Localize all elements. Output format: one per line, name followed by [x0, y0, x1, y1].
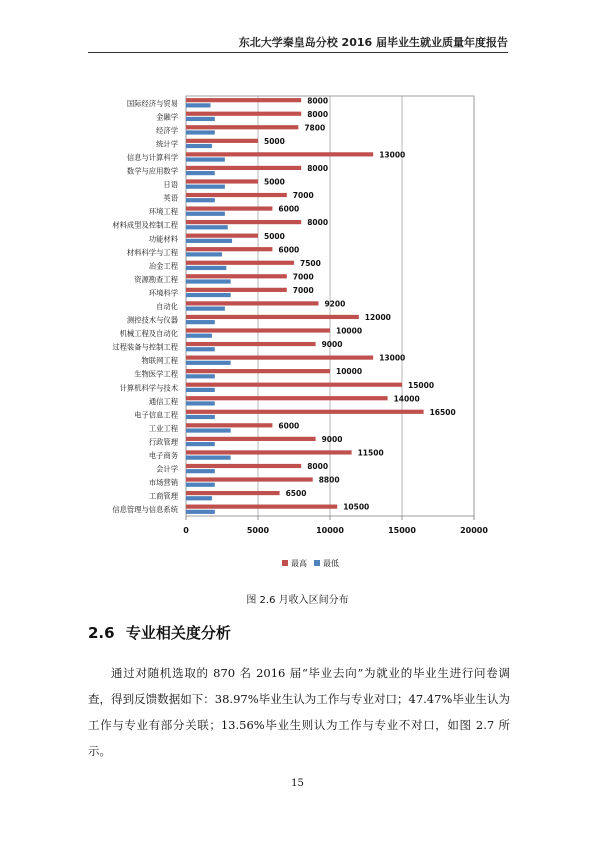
category-label: 电子信息工程 [134, 410, 178, 420]
data-label: 7000 [292, 191, 314, 201]
bar-highest [186, 98, 301, 102]
category-label: 物联网工程 [141, 356, 178, 366]
data-label: 8000 [307, 462, 329, 472]
bar-highest [186, 125, 298, 129]
data-label: 13000 [379, 150, 406, 160]
category-label: 冶金工程 [148, 261, 178, 271]
x-tick-label: 10000 [316, 526, 344, 535]
category-label: 信息管理与信息系统 [112, 505, 178, 515]
bar-lowest [186, 266, 226, 270]
data-label: 5000 [264, 231, 285, 241]
category-label: 生物医学工程 [134, 369, 178, 379]
data-label: 7500 [300, 258, 321, 268]
bar-highest [186, 301, 318, 305]
bar-lowest [186, 171, 215, 175]
bar-lowest [186, 279, 231, 283]
data-label: 7000 [292, 285, 314, 295]
bar-highest [186, 179, 258, 183]
category-label: 环境工程 [148, 207, 178, 217]
category-label: 国际经济与贸易 [126, 98, 178, 108]
bar-lowest [186, 225, 228, 229]
data-label: 8000 [307, 109, 329, 119]
category-label: 行政管理 [148, 437, 178, 447]
bar-highest [186, 166, 301, 170]
bar-lowest [186, 496, 212, 500]
category-label: 数学与应用数学 [126, 166, 178, 176]
bar-lowest [186, 483, 215, 487]
category-label: 自动化 [156, 302, 178, 311]
legend-label-highest: 最高 [291, 559, 307, 568]
data-label: 6500 [285, 489, 307, 499]
data-label: 9000 [321, 434, 343, 444]
bar-highest [186, 315, 359, 319]
bar-highest [186, 464, 301, 468]
bar-highest [186, 112, 301, 116]
legend-swatch-highest [282, 560, 288, 566]
bar-lowest [186, 510, 215, 514]
bar-lowest [186, 144, 212, 148]
bar-highest [186, 261, 294, 265]
bar-highest [186, 328, 330, 332]
bar-highest [186, 342, 316, 346]
page-header-title: 东北大学秦皇岛分校 2016 届毕业生就业质量年度报告 [238, 36, 508, 49]
bar-lowest [186, 334, 212, 338]
data-label: 9000 [321, 340, 343, 350]
x-tick-label: 0 [183, 526, 189, 535]
legend-swatch-lowest [314, 560, 320, 566]
data-label: 11500 [357, 448, 384, 458]
bar-highest [186, 274, 287, 278]
bar-lowest [186, 185, 225, 189]
bar-highest [186, 220, 301, 224]
category-label: 机械工程及自动化 [119, 329, 178, 339]
bar-lowest [186, 252, 222, 256]
category-label: 电子商务 [148, 451, 178, 461]
bar-lowest [186, 117, 215, 121]
data-label: 8000 [307, 96, 329, 106]
bar-lowest [186, 361, 231, 365]
bar-highest [186, 206, 272, 210]
category-label: 环境科学 [148, 288, 178, 298]
data-label: 10500 [343, 502, 370, 512]
data-label: 8800 [318, 475, 340, 485]
bar-lowest [186, 401, 215, 405]
category-label: 工业工程 [148, 423, 178, 433]
section-title: 专业相关度分析 [125, 624, 231, 642]
bar-lowest [186, 198, 215, 202]
bar-highest [186, 355, 373, 359]
data-label: 12000 [364, 313, 391, 323]
data-label: 16500 [429, 407, 456, 417]
category-label: 材料成型及控制工程 [112, 220, 178, 230]
category-label: 经济学 [156, 125, 178, 135]
category-label: 测控技术与仪器 [126, 315, 178, 325]
bar-lowest [186, 130, 215, 134]
bar-highest [186, 193, 287, 197]
data-label: 10000 [336, 326, 363, 336]
bar-highest [186, 477, 313, 481]
bar-lowest [186, 442, 215, 446]
data-label: 8000 [307, 164, 329, 174]
bar-highest [186, 437, 316, 441]
data-label: 10000 [336, 367, 363, 377]
data-label: 14000 [393, 394, 420, 404]
category-label: 日语 [163, 180, 178, 190]
bar-lowest [186, 456, 231, 460]
bar-lowest [186, 293, 231, 297]
bar-highest [186, 423, 272, 427]
category-label: 计算机科学与技术 [119, 383, 178, 393]
category-label: 资源勘查工程 [134, 274, 178, 284]
section-number: 2.6 [88, 624, 115, 642]
category-label: 信息与计算科学 [126, 152, 178, 162]
bar-lowest [186, 469, 215, 473]
data-label: 7800 [304, 123, 326, 133]
section-heading [88, 622, 231, 643]
data-label: 13000 [379, 353, 406, 363]
legend-label-lowest: 最低 [323, 559, 339, 568]
bar-lowest [186, 103, 210, 107]
bar-lowest [186, 307, 225, 311]
data-label: 6000 [278, 245, 300, 255]
bar-highest [186, 247, 272, 251]
bar-highest [186, 396, 388, 400]
bar-highest [186, 491, 280, 495]
data-label: 8000 [307, 218, 329, 228]
category-label: 工商管理 [148, 491, 178, 501]
data-label: 7000 [292, 272, 314, 282]
category-label: 会计学 [156, 464, 178, 474]
bar-highest [186, 369, 330, 373]
category-label: 材料科学与工程 [126, 247, 178, 257]
category-label: 市场营销 [148, 478, 178, 488]
x-tick-label: 20000 [460, 526, 488, 535]
bar-lowest [186, 428, 231, 432]
data-label: 6000 [278, 204, 300, 214]
data-label: 15000 [408, 380, 435, 390]
category-label: 统计学 [156, 139, 178, 149]
x-tick-label: 5000 [246, 526, 270, 535]
bar-lowest [186, 415, 215, 419]
category-label: 通信工程 [148, 396, 178, 406]
bar-highest [186, 450, 352, 454]
bar-lowest [186, 388, 215, 392]
bar-lowest [186, 347, 215, 351]
category-label: 过程装备与控制工程 [112, 342, 178, 352]
bar-lowest [186, 212, 225, 216]
bar-lowest [186, 239, 232, 243]
bar-lowest [186, 374, 215, 378]
data-label: 6000 [278, 421, 300, 431]
figure-caption: 图 2.6 月收入区间分布 [246, 595, 349, 606]
data-label: 9200 [324, 299, 346, 309]
body-paragraph: 通过对随机选取的 870 名 2016 届“毕业去向”为就业的毕业生进行问卷调查，得到反馈数据如下：38.97%毕业生认为工作与专业对口；47.47%毕业生认为工作与专业有部分关联；13.56%毕业生则认为工作与专业不对口，如图 2.7 所示。 [88, 666, 510, 758]
bar-highest [186, 505, 337, 509]
category-label: 金融学 [156, 112, 178, 122]
x-tick-label: 15000 [388, 526, 416, 535]
bar-highest [186, 383, 402, 387]
bar-highest [186, 234, 258, 238]
bar-highest [186, 152, 373, 156]
data-label: 5000 [264, 136, 285, 146]
data-label: 5000 [264, 177, 285, 187]
bar-lowest [186, 157, 225, 161]
page-number: 15 [291, 778, 304, 789]
category-label: 功能材料 [148, 234, 178, 244]
bar-highest [186, 288, 287, 292]
category-label: 英语 [163, 193, 178, 203]
bar-lowest [186, 320, 215, 324]
bar-highest [186, 139, 258, 143]
bar-highest [186, 410, 424, 414]
